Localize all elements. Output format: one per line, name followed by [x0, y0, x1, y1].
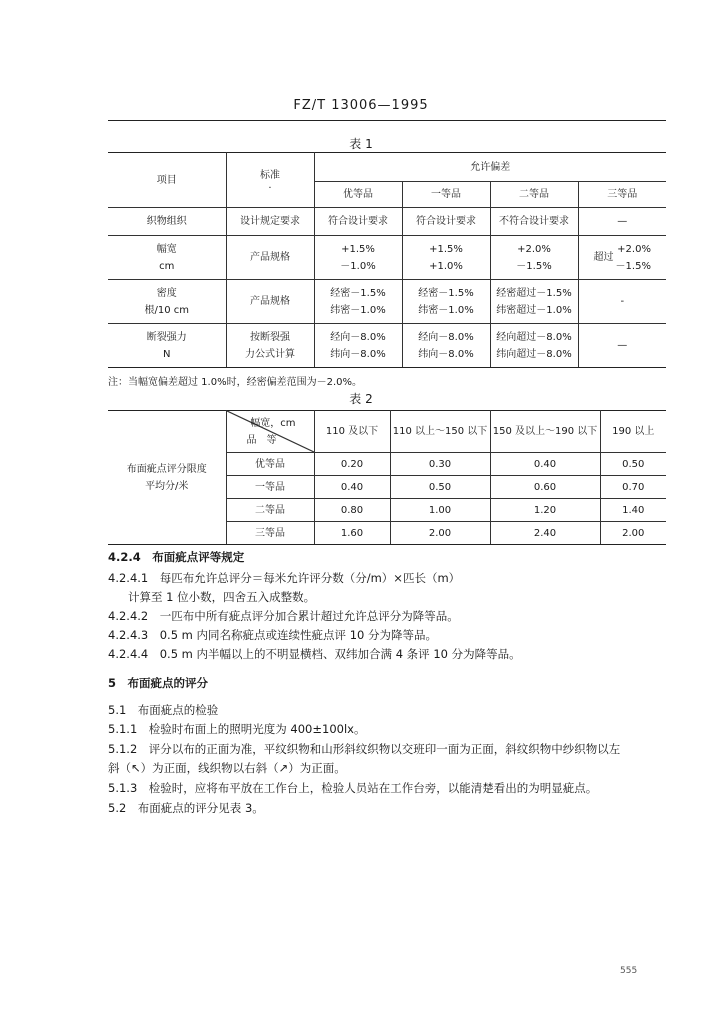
t1-text: －1.5% [615, 260, 651, 272]
t1-cell [314, 236, 402, 280]
t1-text: 密度 [156, 287, 177, 299]
t1-cell [402, 280, 490, 324]
t1-text: 纬密－1.0% [330, 304, 386, 316]
t2-row-label-line: 布面疵点评分限度 [126, 463, 207, 475]
table-row [108, 236, 666, 280]
t1-cell [490, 324, 578, 368]
clause-4-2-4-4: 4.2.4.4 0.5 m 内半幅以上的不明显横档、双纬加合满 4 条评 10 分为降等品。 [108, 647, 521, 661]
t2-value: 1.00 [390, 499, 490, 522]
t1-text: 经向超过－8.0% [496, 331, 572, 343]
table1-note: 注：当幅宽偏差超过 1.0%时，经密偏差范围为－2.0%。 [108, 377, 362, 388]
t1-text: 经密－1.5% [418, 287, 474, 299]
clause-4-2-4-2: 4.2.4.2 一匹布中所有疵点评分加合累计超过允许总评分为降等品。 [108, 609, 459, 623]
t1-grade-2: 一等品 [402, 182, 490, 208]
t1-head-tolerance: 允许偏差 [314, 153, 666, 182]
t1-text: +2.0% [517, 243, 551, 255]
t1-cell [108, 236, 226, 280]
t2-value: 1.60 [314, 522, 390, 545]
clause-5-1-3: 5.1.3 检验时，应将布平放在工作台上，检验人员站在工作台旁，以能清楚看出的为明显疵点。 [108, 781, 598, 795]
t1-text: 纬向超过－8.0% [496, 348, 572, 360]
table-row [108, 324, 666, 368]
t1-grade-3: 二等品 [490, 182, 578, 208]
t1-cell: 符合设计要求 [314, 208, 402, 236]
t1-cell: 符合设计要求 [402, 208, 490, 236]
t1-text: 纬密－1.0% [418, 304, 474, 316]
t2-diag-top: 幅宽，cm [250, 418, 296, 429]
t1-cell [108, 324, 226, 368]
header-rule [108, 120, 666, 121]
t1-head-standard-label: 标准 [260, 169, 280, 181]
t2-value: 2.00 [390, 522, 490, 545]
table-row [108, 208, 666, 236]
t1-head-dot: · [268, 182, 272, 194]
t1-cell: 产品规格 [226, 280, 314, 324]
t2-row-label-line: 平均分/米 [145, 480, 189, 492]
table2-title: 表 2 [349, 392, 373, 406]
t1-text: 超过 [593, 252, 614, 263]
section-4-2-4: 4.2.4 布面疵点评等规定 [108, 550, 245, 564]
t2-value: 0.50 [390, 476, 490, 499]
t1-cell [314, 324, 402, 368]
t1-cell [314, 280, 402, 324]
t1-text: 力公式计算 [245, 348, 295, 360]
t1-head-item: 项目 [108, 153, 226, 208]
t1-text: +1.5% [429, 243, 463, 255]
t2-col-head: 150 及以上～190 以下 [490, 411, 600, 453]
section-5-heading: 5 布面疵点的评分 [108, 676, 209, 690]
t1-text: +1.0% [429, 260, 463, 272]
t1-text: 经密－1.5% [330, 287, 386, 299]
t1-text: 断裂强力 [146, 331, 187, 343]
t1-text: 经向－8.0% [418, 331, 474, 343]
t1-text: +2.0% [617, 243, 651, 255]
clause-5-1-2: 5.1.2 评分以布的正面为准，平纹织物和山形斜纹织物以交班印一面为正面，斜纹织物中纱织物以左 [108, 742, 621, 756]
t1-cell: 设计规定要求 [226, 208, 314, 236]
t2-value: 0.20 [314, 453, 390, 476]
t1-text: －1.0% [340, 260, 376, 272]
page-number: 555 [620, 966, 638, 976]
clause-4-2-4-1-cont: 计算至 1 位小数，四舍五入成整数。 [128, 590, 316, 604]
t1-grade-4: 三等品 [578, 182, 666, 208]
t1-cell [108, 280, 226, 324]
clause-4-2-4-3: 4.2.4.3 0.5 m 内同名称疵点或连续性疵点评 10 分为降等品。 [108, 628, 437, 642]
t2-value: 0.40 [490, 453, 600, 476]
t2-diag-bottom: 品 等 [246, 435, 277, 446]
t2-grade: 一等品 [226, 476, 314, 499]
t2-value: 0.60 [490, 476, 600, 499]
t1-cell: 不符合设计要求 [490, 208, 578, 236]
t1-text: 幅宽 [156, 243, 177, 255]
t1-cell: - [578, 280, 666, 324]
t1-text: 纬向－8.0% [418, 348, 474, 360]
t2-value: 0.50 [600, 453, 666, 476]
t2-value: 1.20 [490, 499, 600, 522]
t1-text: cm [159, 260, 175, 272]
t1-text: 按断裂强 [250, 331, 290, 343]
t1-cell [578, 236, 666, 280]
t2-grade: 二等品 [226, 499, 314, 522]
t1-head-standard [226, 153, 314, 208]
t1-cell: 织物组织 [108, 208, 226, 236]
t1-grade-1: 优等品 [314, 182, 402, 208]
t2-value: 0.40 [314, 476, 390, 499]
t1-cell [402, 324, 490, 368]
table-1 [108, 152, 666, 368]
t2-value: 0.30 [390, 453, 490, 476]
t1-text: －1.5% [516, 260, 552, 272]
t1-text: 经密超过－1.5% [496, 287, 572, 299]
t2-value: 0.80 [314, 499, 390, 522]
clause-4-2-4-1: 4.2.4.1 每匹布允许总评分＝每米允许评分数（分/m）×匹长（m） [108, 571, 461, 585]
t1-cell [226, 324, 314, 368]
table1-title: 表 1 [349, 137, 373, 151]
t1-text: 根/10 cm [144, 304, 189, 316]
t1-cell: — [578, 208, 666, 236]
t1-text: 经向－8.0% [330, 331, 386, 343]
clause-5-1-2-cont: 斜（↖）为正面，线织物以右斜（↗）为正面。 [108, 761, 346, 775]
table-2 [108, 410, 666, 545]
t2-value: 0.70 [600, 476, 666, 499]
t2-col-head: 110 及以下 [314, 411, 390, 453]
t1-cell: — [578, 324, 666, 368]
t2-value: 1.40 [600, 499, 666, 522]
t2-value: 2.00 [600, 522, 666, 545]
table-row [108, 280, 666, 324]
standard-code: FZ/T 13006—1995 [293, 98, 429, 113]
t2-grade: 三等品 [226, 522, 314, 545]
t1-cell [490, 236, 578, 280]
t1-text: N [163, 348, 171, 360]
t1-text: 纬密超过－1.0% [496, 304, 572, 316]
clause-5-1-1: 5.1.1 检验时布面上的照明光度为 400±100lx。 [108, 722, 366, 736]
t1-text: +1.5% [341, 243, 375, 255]
t2-col-head: 110 以上～150 以下 [390, 411, 490, 453]
t1-cell: 产品规格 [226, 236, 314, 280]
clause-5-2: 5.2 布面疵点的评分见表 3。 [108, 801, 264, 815]
clause-5-1: 5.1 布面疵点的检验 [108, 703, 219, 717]
t1-cell [490, 280, 578, 324]
t1-cell [402, 236, 490, 280]
t2-grade: 优等品 [226, 453, 314, 476]
t2-col-head: 190 以上 [600, 411, 666, 453]
t2-value: 2.40 [490, 522, 600, 545]
t2-row-label [108, 411, 226, 545]
t2-diagonal-header [226, 411, 314, 453]
t1-text: 纬向－8.0% [330, 348, 386, 360]
